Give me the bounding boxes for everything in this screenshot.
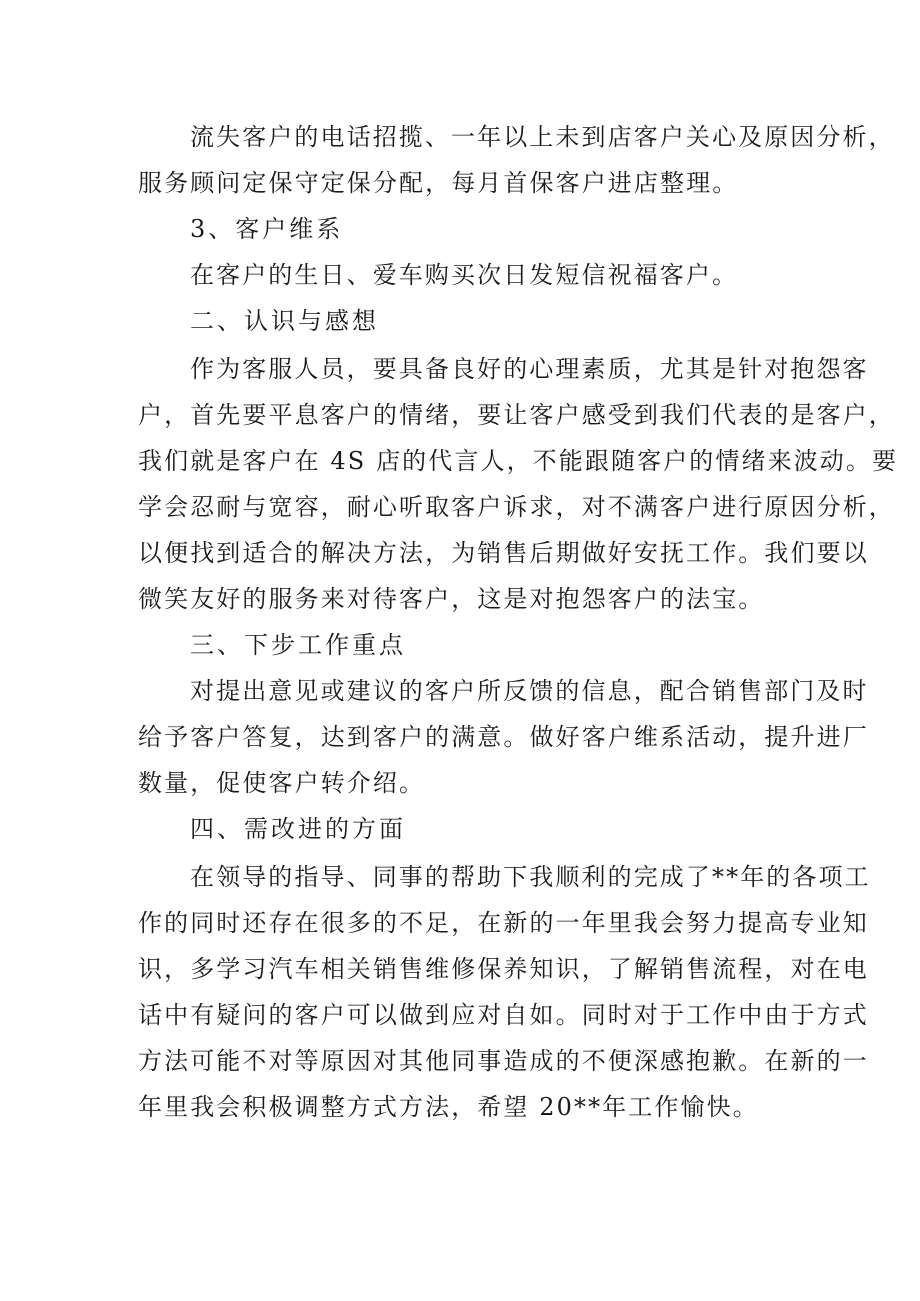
section-heading: 二、认识与感想 [190, 307, 379, 335]
body-text-line: 作的同时还存在很多的不足，在新的一年里我会努力提高专业知 [138, 909, 869, 937]
body-text-line: 给予客户答复，达到客户的满意。做好客户维系活动，提升进厂 [138, 723, 869, 751]
body-text-line: 学会忍耐与宽容，耐心听取客户诉求，对不满客户进行原因分析， [138, 493, 895, 521]
body-text-line: 话中有疑问的客户可以做到应对自如。同时对于工作中由于方式 [138, 1001, 869, 1029]
body-text-line: 户，首先要平息客户的情绪，要让客户感受到我们代表的是客户， [138, 401, 895, 429]
body-text-line: 数量，促使客户转介绍。 [138, 769, 426, 797]
body-text-line: 对提出意见或建议的客户所反馈的信息，配合销售部门及时 [190, 677, 869, 705]
body-text-line: 以便找到适合的解决方法，为销售后期做好安抚工作。我们要以 [138, 539, 869, 567]
section-heading: 四、需改进的方面 [190, 815, 406, 843]
body-text-line: 年里我会积极调整方式方法，希望 20**年工作愉快。 [138, 1093, 759, 1121]
body-text-line: 作为客服人员，要具备良好的心理素质，尤其是针对抱怨客 [190, 355, 869, 383]
section-heading: 三、下步工作重点 [190, 631, 406, 659]
body-text-line: 流失客户的电话招揽、一年以上未到店客户关心及原因分析， [190, 123, 895, 151]
body-text-line: 方法可能不对等原因对其他同事造成的不便深感抱歉。在新的一 [138, 1047, 869, 1075]
subsection-heading: 3、客户维系 [190, 215, 344, 243]
body-text-line: 在客户的生日、爱车购买次日发短信祝福客户。 [190, 261, 739, 289]
body-text-line: 识，多学习汽车相关销售维修保养知识，了解销售流程，对在电 [138, 955, 869, 983]
body-text-line: 在领导的指导、同事的帮助下我顺利的完成了**年的各项工 [190, 863, 871, 891]
body-text-line: 服务顾问定保守定保分配，每月首保客户进店整理。 [138, 169, 739, 197]
body-text-line: 我们就是客户在 4S 店的代言人，不能跟随客户的情绪来波动。要 [138, 447, 899, 475]
body-text-line: 微笑友好的服务来对待客户，这是对抱怨客户的法宝。 [138, 585, 765, 613]
